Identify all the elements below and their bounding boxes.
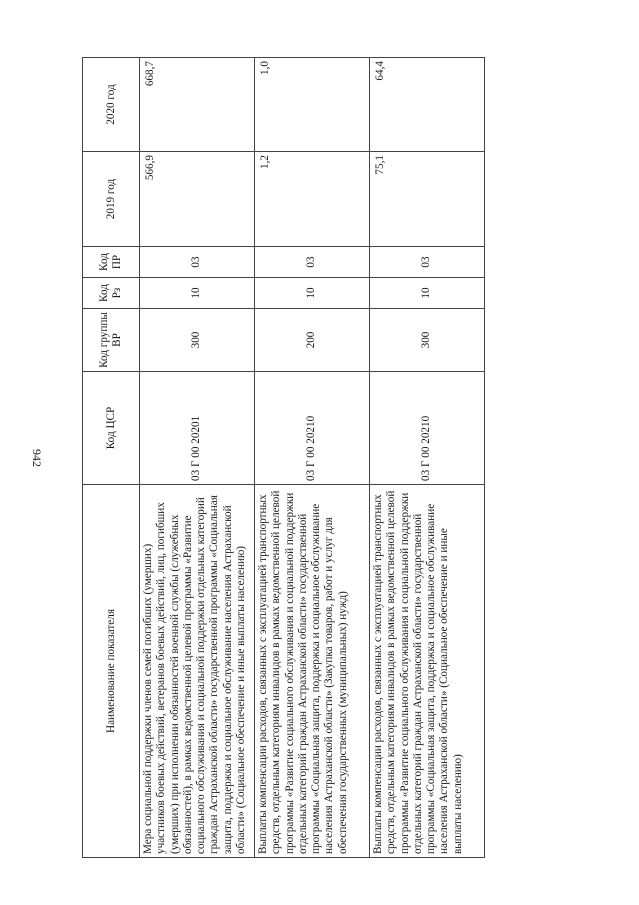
code-csr-cell: 03 Г 00 20201: [140, 372, 255, 485]
page-number: 942: [30, 449, 44, 467]
code-pr-cell: 03: [370, 247, 485, 278]
header-year-2020: 2020 год: [83, 58, 140, 152]
table-row: [255, 58, 370, 858]
value-2019-cell: 75,1: [370, 152, 485, 247]
code-rz-cell: 10: [140, 278, 255, 309]
header-year-2019: 2019 год: [83, 152, 140, 247]
code-pr-cell: 03: [255, 247, 370, 278]
rotated-page-content: [82, 58, 482, 858]
code-rz-cell: 10: [255, 278, 370, 309]
table-row: [370, 58, 485, 858]
header-code-rz: Код Рз: [83, 278, 140, 309]
table-header-row: [83, 58, 140, 858]
code-csr-cell: 03 Г 00 20210: [255, 372, 370, 485]
header-code-csr: Код ЦСР: [83, 372, 140, 485]
indicator-name-cell: Выплаты компенсации расходов, связанных с эксплуатацией транспортных средств, отдельным категориям инвалидов в рамках ведомственной целевой программы «Развитие социального обслуживания и социальной поддержки отдельных категорий граждан Астраханской области» государственной программы «Социальная защита, поддержка и социальное обслуживание населения Астраханской области» (Социальное обеспечение и иные выплаты населению): [370, 485, 485, 858]
code-vr-cell: 200: [255, 309, 370, 372]
header-code-pr: Код ПР: [83, 247, 140, 278]
header-name: Наименование показателя: [83, 485, 140, 858]
code-rz-cell: 10: [370, 278, 485, 309]
value-2020-cell: 64,4: [370, 58, 485, 152]
value-2020-cell: 668,7: [140, 58, 255, 152]
indicator-name-cell: Выплаты компенсации расходов, связанных с эксплуатацией транспортных средств, отдельным категориям инвалидов в рамках ведомственной целевой программы «Развитие социального обслуживания и социальной поддержки отдельных категорий граждан Астраханской области» государственной программы «Социальная защита, поддержка и социальное обслуживание населения Астраханской области» (Закупка товаров, работ и услуг для обеспечения государственных (муниципальных) нужд): [255, 485, 370, 858]
code-vr-cell: 300: [140, 309, 255, 372]
table-row: [140, 58, 255, 858]
code-csr-cell: 03 Г 00 20210: [370, 372, 485, 485]
value-2019-cell: 566,9: [140, 152, 255, 247]
value-2020-cell: 1,0: [255, 58, 370, 152]
budget-table: [82, 57, 485, 858]
indicator-name-cell: Мера социальной поддержки членов семей погибших (умерших) участников боевых действий, ветеранов боевых действий, лиц, погибших (умерших) при исполнении обязанностей военной службы (служебных обязанностей), в рамках ведомственной целевой программы «Развитие социального обслуживания и социальной поддержки отдельных категорий граждан Астраханской области» государственной программы «Социальная защита, поддержка и социальное обслуживание населения Астраханской области» (Социальное обеспечение и иные выплаты населению): [140, 485, 255, 858]
value-2019-cell: 1,2: [255, 152, 370, 247]
code-vr-cell: 300: [370, 309, 485, 372]
code-pr-cell: 03: [140, 247, 255, 278]
header-code-vr: Код группы ВР: [83, 309, 140, 372]
